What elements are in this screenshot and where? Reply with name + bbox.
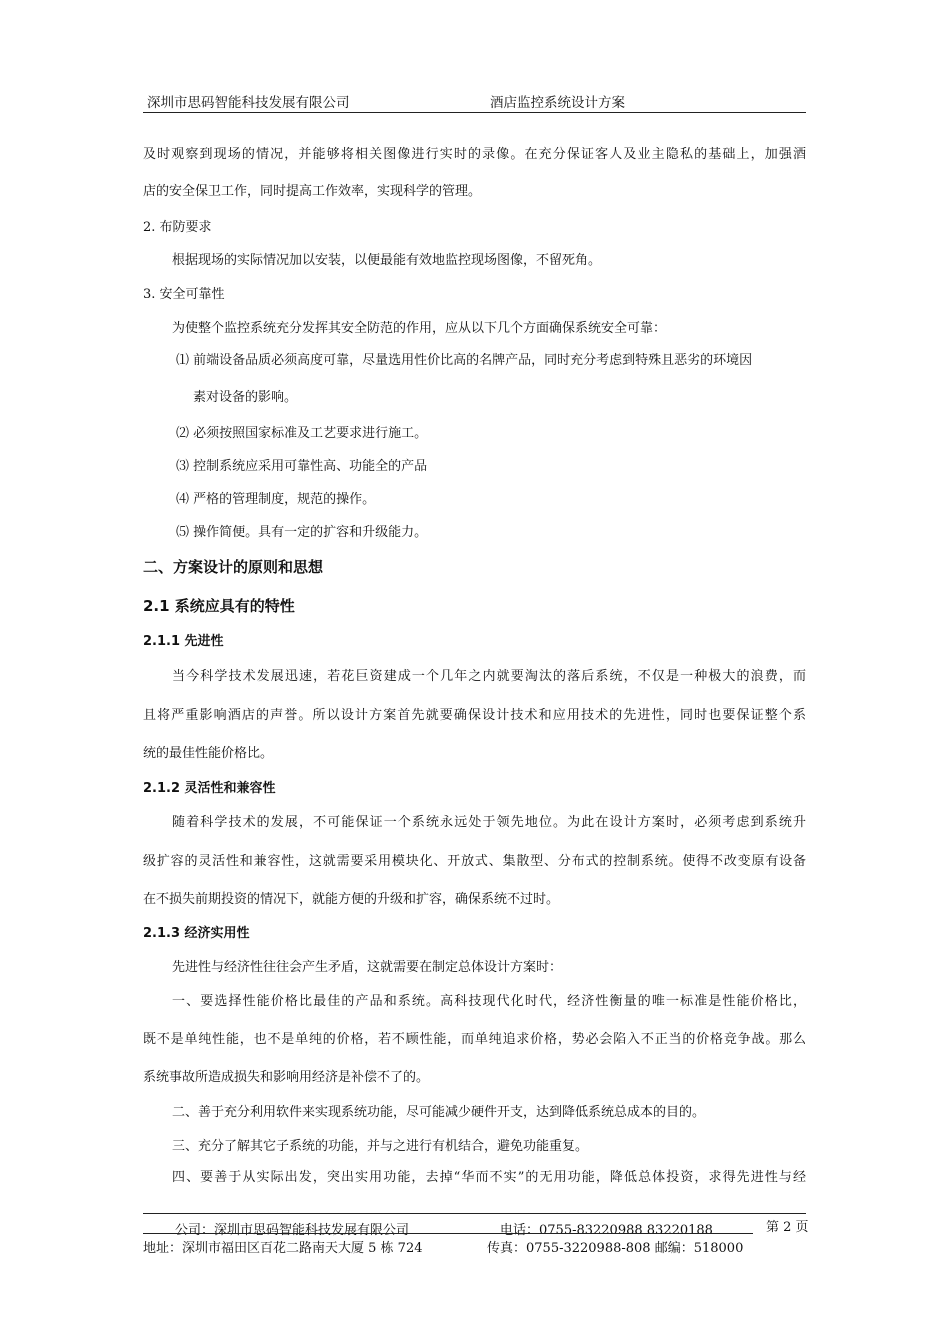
list-item-3: ⑶ 控制系统应采用可靠性高、功能全的产品 (176, 459, 428, 474)
list-item-1-line2: 素对设备的影响。 (193, 390, 298, 405)
header-company: 深圳市思码智能科技发展有限公司 (147, 95, 350, 111)
heading-2-1-1: 2.1.1 先进性 (143, 634, 224, 649)
heading-2-1-2: 2.1.2 灵活性和兼容性 (143, 781, 276, 796)
paragraph-intro-line1: 及时观察到现场的情况，并能够将相关图像进行实时的录像。在充分保证客人及业主隐私的基础上，加强酒 (143, 147, 806, 162)
paragraph-economy-1-line1: 一、要选择性能价格比最佳的产品和系统。高科技现代化时代，经济性衡量的唯一标准是性能价格比， (172, 994, 806, 1009)
footer-address: 地址：深圳市福田区百花二路南天大厦 5 栋 724 (143, 1241, 423, 1256)
footer-divider (143, 1213, 806, 1214)
paragraph-economy-4: 四、要善于从实际出发，突出实用功能，去掉“华而不实”的无用功能，降低总体投资，求得先进性与经 (172, 1170, 806, 1185)
paragraph-intro-line2: 店的安全保卫工作，同时提高工作效率，实现科学的管理。 (143, 184, 482, 199)
list-item-5: ⑸ 操作简便。具有一定的扩容和升级能力。 (176, 525, 428, 540)
paragraph-advanced-line2: 且将严重影响酒店的声誉。所以设计方案首先就要确保设计技术和应用技术的先进性，同时也要保证整个系 (143, 708, 806, 723)
page-number: 第 2 页 (766, 1220, 809, 1235)
heading-chapter-2: 二、方案设计的原则和思想 (143, 558, 324, 576)
paragraph-advanced-line1: 当今科学技术发展迅速，若花巨资建成一个几年之内就要淘汰的落后系统，不仅是一种极大的浪费，而 (172, 669, 806, 684)
paragraph-economy-1-line3: 系统事故所造成损失和影响用经济是补偿不了的。 (143, 1070, 430, 1085)
paragraph-economy-1-line2: 既不是单纯性能，也不是单纯的价格，若不顾性能，而单纯追求价格，势必会陷入不正当的价格竞争战。那么 (143, 1032, 806, 1047)
paragraph-economy-3: 三、充分了解其它子系统的功能，并与之进行有机结合，避免功能重复。 (172, 1139, 589, 1154)
paragraph-economy-intro: 先进性与经济性往往会产生矛盾，这就需要在制定总体设计方案时： (172, 960, 563, 975)
header-divider (143, 112, 806, 113)
footer-phone: 电话：0755-83220988 83220188 (500, 1223, 713, 1238)
footer-underline (143, 1233, 753, 1234)
footer-fax: 传真：0755-3220988-808 邮编：518000 (487, 1241, 744, 1256)
paragraph-flexibility-line3: 在不损失前期投资的情况下，就能方便的升级和扩容，确保系统不过时。 (143, 892, 560, 907)
list-item-2: ⑵ 必须按照国家标准及工艺要求进行施工。 (176, 426, 428, 441)
heading-layout-requirements: 2. 布防要求 (143, 220, 212, 235)
list-item-4: ⑷ 严格的管理制度，规范的操作。 (176, 492, 376, 507)
paragraph-layout: 根据现场的实际情况加以安装，以便最能有效地监控现场图像，不留死角。 (172, 253, 602, 268)
heading-2-1: 2.1 系统应具有的特性 (143, 597, 295, 615)
heading-2-1-3: 2.1.3 经济实用性 (143, 926, 250, 941)
list-item-1-line1: ⑴ 前端设备品质必须高度可靠，尽量选用性价比高的名牌产品，同时充分考虑到特殊且恶劣的环境因 (176, 353, 753, 368)
paragraph-advanced-line3: 统的最佳性能价格比。 (143, 746, 274, 761)
heading-safety: 3. 安全可靠性 (143, 287, 225, 302)
paragraph-flexibility-line1: 随着科学技术的发展，不可能保证一个系统永远处于领先地位。为此在设计方案时，必须考虑到系统升 (172, 815, 806, 830)
header-doc-title: 酒店监控系统设计方案 (490, 95, 625, 111)
paragraph-safety: 为使整个监控系统充分发挥其安全防范的作用，应从以下几个方面确保系统安全可靠： (172, 321, 667, 336)
paragraph-flexibility-line2: 级扩容的灵活性和兼容性，这就需要采用模块化、开放式、集散型、分布式的控制系统。使得不改变原有设备 (143, 854, 806, 869)
paragraph-economy-2: 二、善于充分利用软件来实现系统功能，尽可能减少硬件开支，达到降低系统总成本的目的。 (172, 1105, 706, 1120)
footer-company: 公司：深圳市思码智能科技发展有限公司 (175, 1223, 410, 1238)
